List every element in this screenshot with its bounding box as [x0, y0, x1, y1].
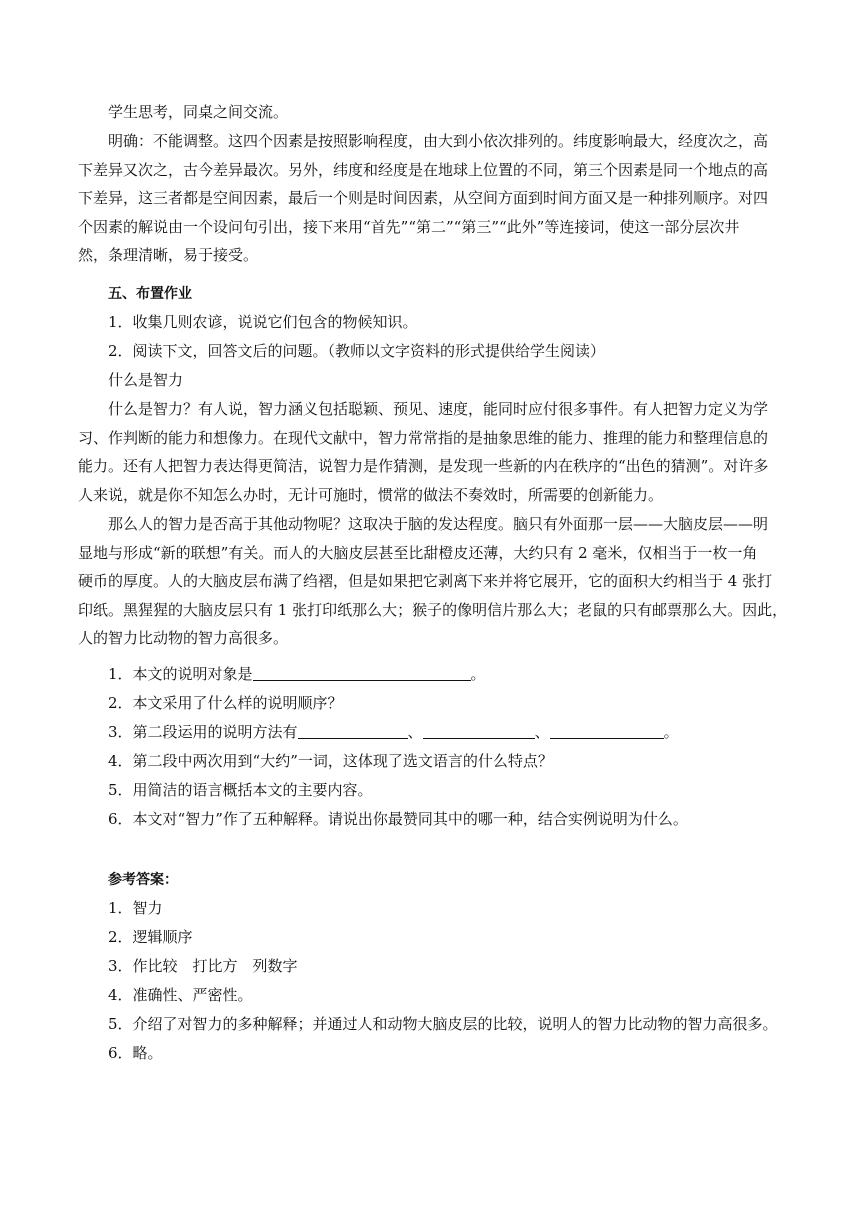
task-item: 2．阅读下文，回答文后的问题。（教师以文字资料的形式提供给学生阅读） — [108, 342, 606, 360]
text-line: 明确：不能调整。这四个因素是按照影响程度，由大到小依次排列的。纬度影响最大，经度次之，高 — [108, 132, 769, 150]
text-line: 习、作判断的能力和想像力。在现代文献中，智力常常指的是抽象思维的能力、推理的能力和整理信息的 — [78, 428, 769, 447]
question-3 — [108, 718, 679, 747]
section-heading: 五、布置作业 — [108, 286, 192, 302]
question-1 — [108, 660, 486, 689]
question-text: 3．第二段运用的说明方法有 — [108, 723, 298, 741]
question-2: 2．本文采用了什么样的说明顺序？ — [108, 694, 343, 712]
answer-item: 1．智力 — [108, 899, 163, 917]
text-line: 印纸。黑猩猩的大脑皮层只有 1 张打印纸那么大；猴子的像明信片那么大；老鼠的只有邮票那么大。因此， — [78, 600, 788, 619]
answer-blank[interactable] — [298, 722, 408, 739]
answer-blank[interactable] — [423, 722, 535, 739]
question-4: 4．第二段中两次用到“大约”一词，这体现了选文语言的什么特点？ — [108, 752, 553, 770]
text-line: 下差异又次之，古今差异最次。另外，纬度和经度是在地球上位置的不同，第三个因素是同一个地点的高 — [78, 160, 769, 179]
punctuation: 、 — [407, 723, 423, 741]
text-line: 下差异，这三者都是空间因素，最后一个则是时间因素，从空间方面到时间方面又是一种排列顺序。对四 — [78, 189, 769, 208]
text-line: 人的智力比动物的智力高很多。 — [78, 629, 289, 648]
answer-blank[interactable] — [253, 664, 471, 681]
task-item: 1．收集几则农谚，说说它们包含的物候知识。 — [108, 313, 418, 331]
answer-item: 3．作比较 打比方 列数字 — [108, 957, 298, 975]
reading-paragraph-1 — [78, 395, 788, 509]
answer-blank[interactable] — [550, 722, 664, 739]
reading-title: 什么是智力 — [108, 371, 184, 389]
punctuation: 。 — [663, 723, 679, 741]
text-line: 什么是智力？有人说，智力涵义包括聪颖、预见、速度，能同时应付很多事件。有人把智力定义为学 — [108, 400, 769, 418]
reading-paragraph-2 — [78, 510, 788, 653]
punctuation: 。 — [470, 665, 486, 683]
answer-item: 4．准确性、严密性。 — [108, 986, 253, 1004]
text-line: 那么人的智力是否高于其他动物呢？这取决于脑的发达程度。脑只有外面那一层——大脑皮层——明 — [108, 515, 769, 533]
punctuation: 、 — [534, 723, 550, 741]
text-line: 人来说，就是你不知怎么办时，无计可施时，惯常的做法不奏效时，所需要的创新能力。 — [78, 485, 664, 504]
text-line: 然，条理清晰，易于接受。 — [78, 246, 259, 265]
answer-item: 2．逻辑顺序 — [108, 928, 193, 946]
question-6: 6．本文对“智力”作了五种解释。请说出你最赞同其中的哪一种，结合实例说明为什么。 — [108, 810, 688, 828]
text-line: 硬币的厚度。人的大脑皮层布满了绉褶，但是如果把它剥离下来并将它展开，它的面积大约相当于 4 张打 — [78, 572, 773, 591]
text-line: 能力。还有人把智力表达得更简洁，说智力是作猜测，是发现一些新的内在秩序的“出色的猜测”。对许多 — [78, 457, 769, 476]
para-student-think: 学生思考，同桌之间交流。 — [108, 103, 289, 121]
text-line: 显地与形成“新的联想”有关。而人的大脑皮层甚至比甜橙皮还薄，大约只有 2 毫米，仅相当于一枚一角 — [78, 543, 758, 562]
para-answer-explanation — [78, 127, 788, 270]
text-line: 个因素的解说由一个设问句引出，接下来用“首先”“第二”“第三”“此外”等连接词，使这一部分层次井 — [78, 217, 740, 236]
answer-item: 6．略。 — [108, 1044, 163, 1062]
answer-item: 5．介绍了对智力的多种解释；并通过人和动物大脑皮层的比较，说明人的智力比动物的智力高很多。 — [108, 1015, 778, 1033]
question-5: 5．用简洁的语言概括本文的主要内容。 — [108, 781, 373, 799]
answers-heading: 参考答案： — [108, 872, 178, 888]
question-text: 1．本文的说明对象是 — [108, 665, 253, 683]
